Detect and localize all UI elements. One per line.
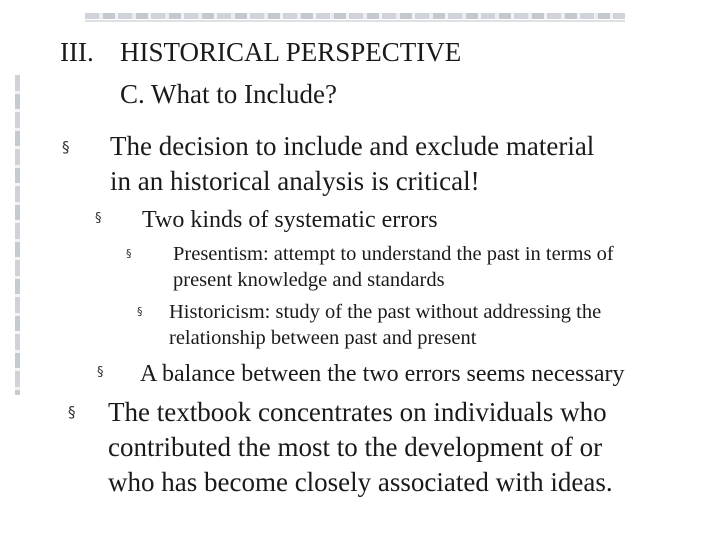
bullet-line: who has become closely associated with ideas. <box>108 467 613 497</box>
bullet-marker: § <box>68 403 76 421</box>
bullet-marker: § <box>62 138 70 156</box>
bullet-line: Historicism: study of the past without addressing the <box>169 301 602 323</box>
bullet-marker: § <box>126 247 132 260</box>
bullet-line: A balance between the two errors seems necessary <box>140 361 625 387</box>
bullet-line: relationship between past and present <box>169 327 477 349</box>
title-number: III. <box>60 37 94 67</box>
bullet-line: Two kinds of systematic errors <box>142 207 438 233</box>
decorative-left-rule <box>15 75 20 395</box>
bullet-marker: § <box>97 365 104 380</box>
bullet-line: contributed the most to the development of or <box>108 432 603 462</box>
bullet-line: The textbook concentrates on individuals who <box>108 397 607 427</box>
bullet-line: present knowledge and standards <box>173 269 445 291</box>
bullet-marker: § <box>137 305 143 318</box>
bullet-marker: § <box>95 211 102 226</box>
bullet-line: in an historical analysis is critical! <box>110 166 480 196</box>
title-text: HISTORICAL PERSPECTIVE <box>120 37 462 67</box>
bullet-line: Presentism: attempt to understand the past in terms of <box>173 243 614 265</box>
decorative-top-rule <box>85 13 625 19</box>
slide-subtitle: C. What to Include? <box>120 79 337 109</box>
bullet-line: The decision to include and exclude material <box>110 131 595 161</box>
decorative-top-rule-underline <box>85 20 625 22</box>
slide-title <box>60 36 461 68</box>
